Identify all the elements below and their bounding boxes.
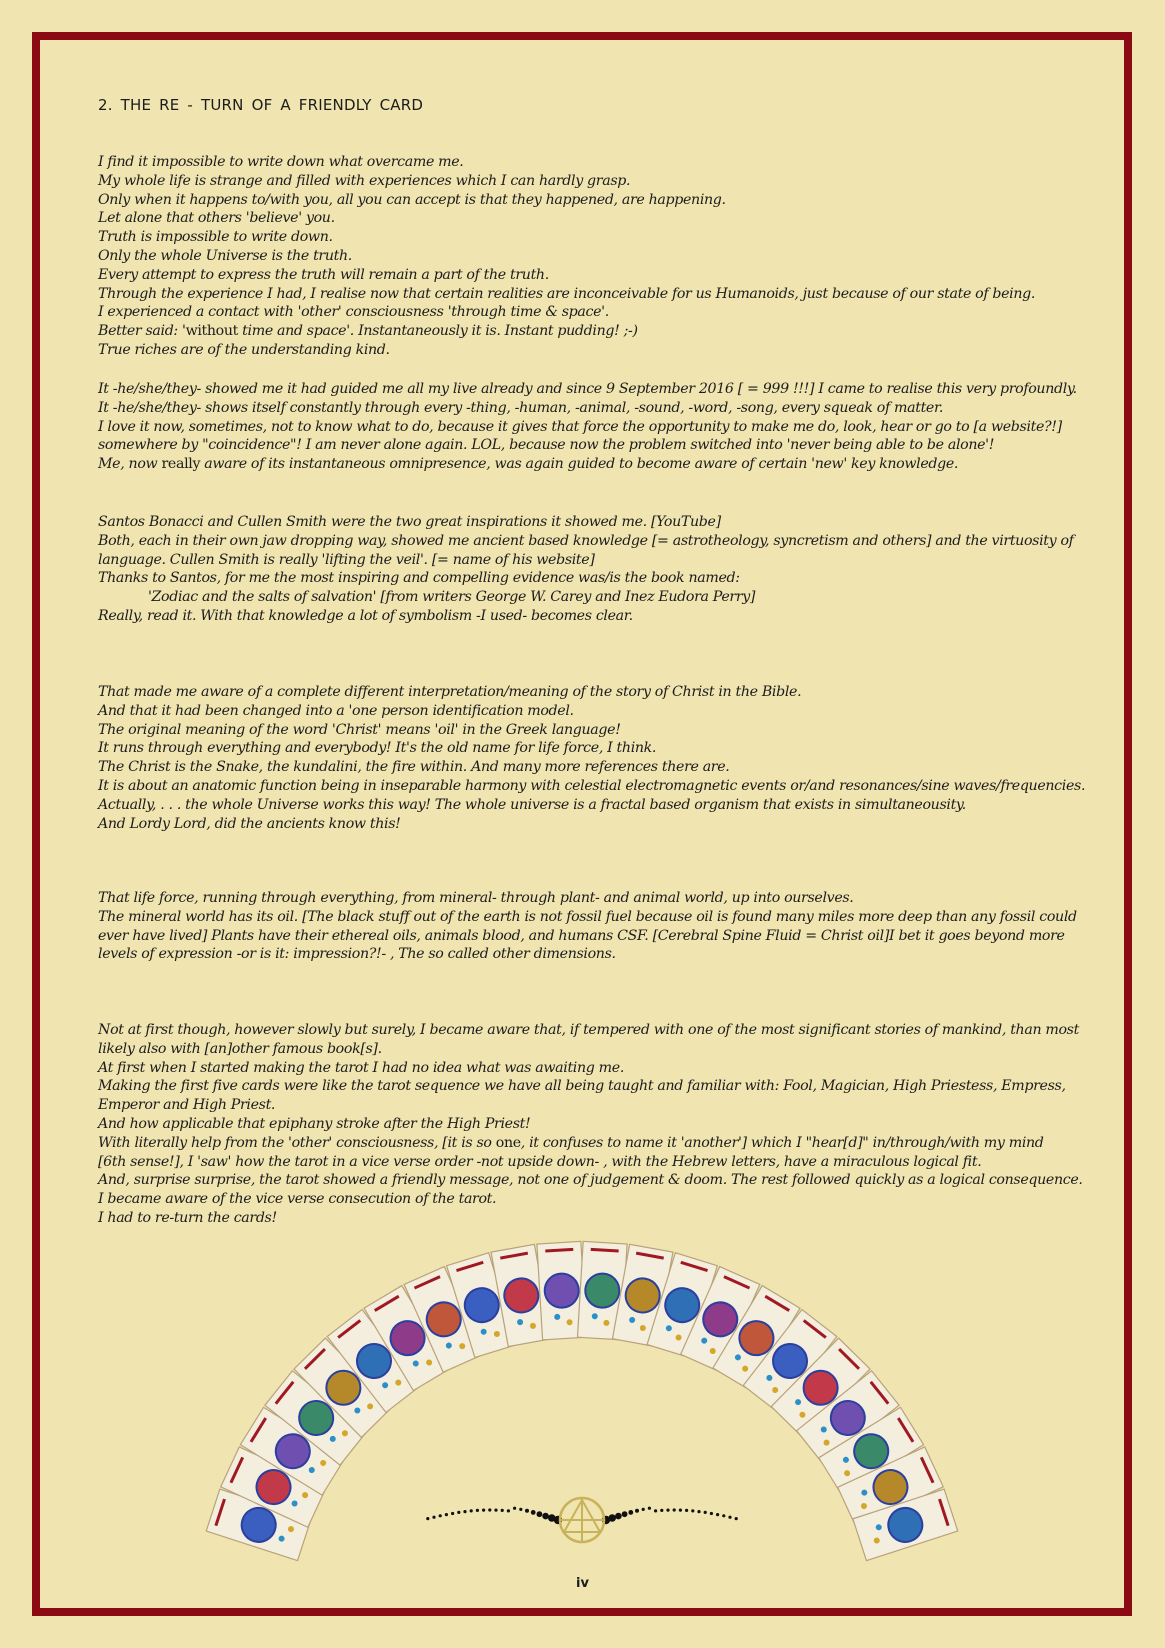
text-run: aware of its instantaneous omnipresence, was again guided to become aware of certain 'new' key knowledge.: [200, 456, 959, 473]
text-line: [98, 322, 1070, 341]
text-line: The original meaning of the word 'Christ' means 'oil' in the Greek language!: [98, 721, 621, 738]
ornament-dot: [654, 1509, 657, 1512]
text-line: And that it had been changed into a 'one person identification model.: [98, 702, 574, 719]
text-line: The mineral world has its oil. [The black stuff out of the earth is not fossil fuel because oil is found many miles more deep than any fossil could: [98, 908, 1077, 925]
text-line: Thanks to Santos, for me the most inspiring and compelling evidence was/is the book named:: [98, 570, 740, 587]
ornament-dot: [635, 1509, 639, 1513]
ornament-dot: [722, 1514, 725, 1517]
book-title-line: 'Zodiac and the salts of salvation' [from writers George W. Carey and Inez Eudora Perry]: [148, 589, 756, 606]
ornament-dot: [537, 1511, 543, 1517]
text-line: At first when I started making the tarot I had no idea what was awaiting me.: [98, 1059, 624, 1076]
emphasis: one: [495, 1134, 521, 1151]
ornament-divider: [426, 1498, 738, 1542]
ornament-dot: [476, 1509, 479, 1512]
text-line: Only the whole Universe is the truth.: [98, 247, 352, 264]
text-line: That made me aware of a complete different interpretation/meaning of the story of Christ in the Bible.: [98, 684, 802, 700]
text-line: It -he/she/they- showed me it had guided me all my live already and since 9 September 2016 [ = 999 !!!] I came to realise this very profoundly.: [98, 381, 1077, 397]
ornament-dot: [470, 1509, 473, 1512]
ornament-dot: [735, 1517, 738, 1520]
ornament-dot: [531, 1510, 536, 1515]
ornament-dot: [519, 1508, 522, 1511]
ornament-dot: [716, 1513, 719, 1516]
ornament-dot: [628, 1510, 633, 1515]
ornament-dot: [548, 1514, 556, 1522]
text-line: And how applicable that epiphany stroke after the High Priest!: [98, 1115, 531, 1132]
ornament-dot: [648, 1507, 651, 1510]
ornament-dot: [513, 1507, 516, 1510]
text-line: [98, 1134, 1070, 1153]
ornament-dot: [494, 1509, 497, 1512]
ornament-dot: [426, 1517, 429, 1520]
text-line: Actually, . . . the whole Universe works this way! The whole universe is a fractal based organism that exists in simultaneousity.: [98, 796, 966, 813]
text-line: I find it impossible to write down what overcame me.: [98, 154, 464, 170]
text-run: , it confuses to name it 'another'] which I "hear[d]" in/through/with my mind: [520, 1134, 1044, 1151]
paragraph-2: [98, 380, 1077, 474]
text-line: It runs through everything and everybody! It's the old name for life force, I think.: [98, 740, 657, 757]
ornament-dot: [445, 1513, 448, 1516]
ornament-dot: [451, 1512, 454, 1515]
ornament-dot: [673, 1508, 676, 1511]
ornament-dot: [660, 1509, 663, 1512]
text-line: Santos Bonacci and Cullen Smith were the two great inspirations it showed me. [YouTube]: [98, 514, 721, 530]
text-line: It -he/she/they- shows itself constantly through every -thing, -human, -animal, -sound, -word, -song, every squeak of matter.: [98, 399, 944, 416]
ornament-dot: [679, 1509, 682, 1512]
text-line: [6th sense!], I 'saw' how the tarot in a vice verse order -not upside down- , with the Hebrew letters, have a miraculous logical fit.: [98, 1153, 982, 1170]
ornament-dot: [622, 1511, 628, 1517]
text-line: I had to re-turn the cards!: [98, 1209, 277, 1226]
chapter-heading: 2. THE RE - TURN OF A FRIENDLY CARD: [98, 96, 424, 114]
text-line: ever have lived] Plants have their ethereal oils, animals blood, and humans CSF. [Cerebral Spine Fluid = Christ oil]I bet it goes beyond more: [98, 927, 1065, 944]
ornament-dot: [432, 1516, 435, 1519]
emphasis: really: [161, 456, 201, 473]
text-line: I became aware of the vice verse consecution of the tarot.: [98, 1191, 497, 1208]
ornament-dot: [642, 1508, 645, 1511]
ornament-dot: [608, 1514, 616, 1522]
text-line: Making the first five cards were like the tarot sequence we have all being taught and familiar with: Fool, Magician, High Priestess, Empress,: [98, 1078, 1066, 1095]
text-run: Better said: ': [98, 323, 186, 340]
text-line: Not at first though, however slowly but surely, I became aware that, if tempered with one of the most significant stories of mankind, than most: [98, 1022, 1079, 1038]
text-run: Me, now: [98, 456, 162, 473]
text-line: Through the experience I had, I realise now that certain realities are inconceivable for us Humanoids, just because of our state of being.: [98, 285, 1036, 302]
ornament-dot: [507, 1509, 510, 1512]
emphasis: without: [185, 323, 239, 340]
ornament-dot: [439, 1514, 442, 1517]
ornament-dot: [615, 1513, 622, 1520]
ornament-dot: [482, 1509, 485, 1512]
paragraph-1: [98, 153, 1070, 360]
text-line: Every attempt to express the truth will remain a part of the truth.: [98, 266, 549, 283]
text-line: And Lordy Lord, did the ancients know this!: [98, 815, 401, 832]
text-line: Both, each in their own jaw dropping way, showed me ancient based knowledge [= astrotheology, syncretism and others] and the virtuosity of: [98, 532, 1074, 549]
text-run: time and space'. Instantaneously it is. Instant pudding! ;-): [238, 323, 638, 340]
ornament-dot: [685, 1509, 688, 1512]
ornament-dot: [704, 1511, 707, 1514]
text-line: likely also with [an]other famous book[s].: [98, 1040, 382, 1057]
text-line: I love it now, sometimes, not to know what to do, because it gives that force the opportunity to make me do, look, hear or go to [a website?!]: [98, 418, 1062, 435]
ornament-dot: [525, 1509, 529, 1513]
ornament-dot: [691, 1509, 694, 1512]
paragraph-4: [98, 683, 1086, 833]
text-line: Only when it happens to/with you, all you can accept is that they happened, are happening.: [98, 191, 726, 208]
text-line: The Christ is the Snake, the kundalini, the fire within. And many more references there are.: [98, 759, 730, 776]
ornament-dot: [501, 1509, 504, 1512]
ornament-dot: [710, 1512, 713, 1515]
paragraph-6: [98, 1021, 1083, 1228]
page-number: iv: [576, 1576, 589, 1591]
tarot-card-fan-illustration: [0, 1240, 1165, 1580]
text-line: It is about an anatomic function being in inseparable harmony with celestial electromagnetic events or/and resonances/sine waves/frequencies.: [98, 777, 1086, 794]
ornament-dot: [728, 1516, 731, 1519]
ornament-dot: [542, 1513, 549, 1520]
ornament-dot: [463, 1510, 466, 1513]
text-line: That life force, running through everything, from mineral- through plant- and animal world, up into ourselves.: [98, 890, 854, 906]
ornament-dot: [666, 1509, 669, 1512]
ornament-dot: [457, 1511, 460, 1514]
text-line: Emperor and High Priest.: [98, 1097, 276, 1114]
text-line: I experienced a contact with 'other' consciousness 'through time & space'.: [98, 304, 609, 321]
paragraph-5: [98, 889, 1077, 964]
text-line: language. Cullen Smith is really 'lifting the veil'. [= name of his website]: [98, 551, 595, 568]
paragraph-3: [98, 513, 1074, 626]
text-line: levels of expression -or is it: impression?!- , The so called other dimensions.: [98, 946, 616, 963]
text-line: Let alone that others 'believe' you.: [98, 210, 335, 227]
text-line: My whole life is strange and filled with experiences which I can hardly grasp.: [98, 172, 631, 189]
text-line: True riches are of the understanding kind.: [98, 341, 390, 358]
text-line: Really, read it. With that knowledge a lot of symbolism -I used- becomes clear.: [98, 607, 633, 624]
text-line: somewhere by "coincidence"! I am never alone again. LOL, because now the problem switched into 'never being able to be alone'!: [98, 437, 995, 454]
text-line: And, surprise surprise, the tarot showed a friendly message, not one of judgement & doom. The rest followed quickly as a logical consequence.: [98, 1172, 1083, 1189]
text-line: Truth is impossible to write down.: [98, 229, 333, 246]
ornament-dot: [697, 1510, 700, 1513]
ornament-dot: [488, 1508, 491, 1511]
text-line: [98, 455, 1070, 474]
text-run: With literally help from the 'other' consciousness, [it is so: [98, 1134, 496, 1151]
